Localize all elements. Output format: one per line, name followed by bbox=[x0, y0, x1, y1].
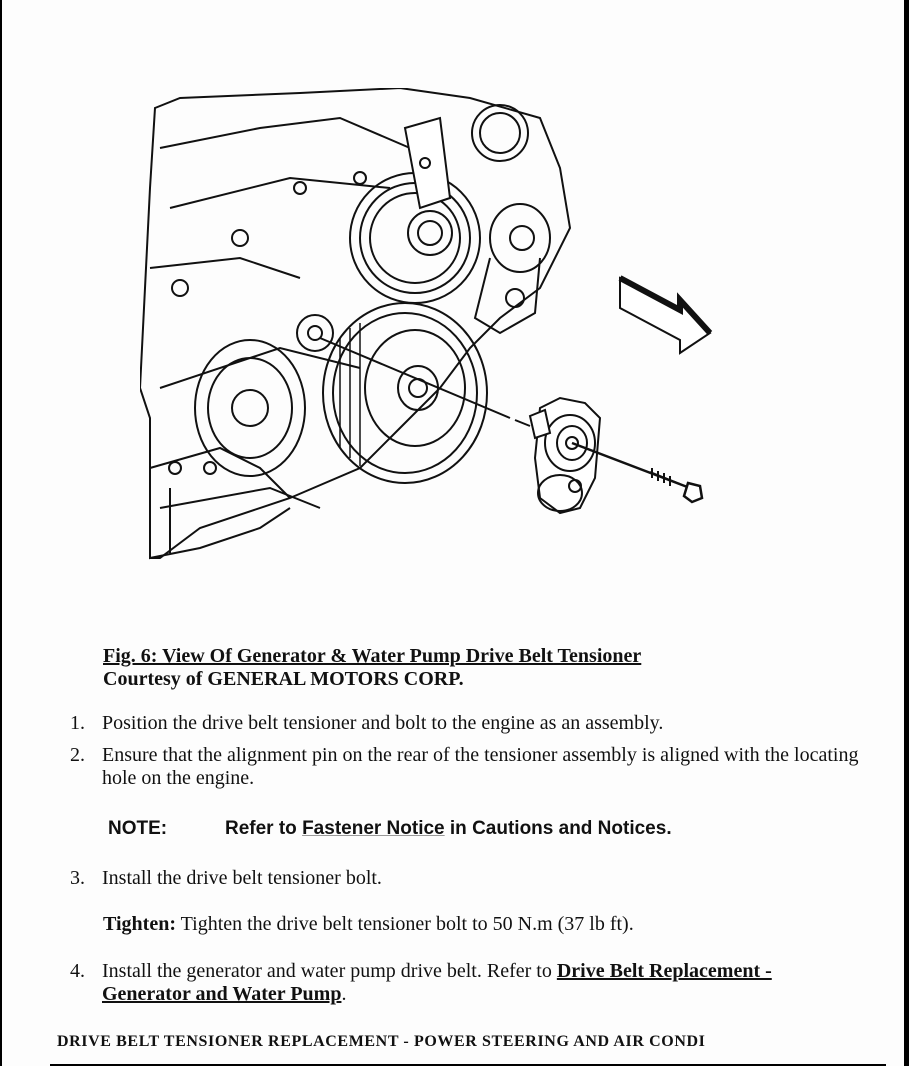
step-item bbox=[70, 744, 862, 790]
step-item bbox=[70, 960, 862, 1006]
drive-belt-replacement-link[interactable]: Drive Belt Replacement - Generator and Water Pump bbox=[102, 960, 772, 1005]
step-number: 1. bbox=[70, 712, 85, 734]
step-item bbox=[70, 712, 862, 735]
page-border-left bbox=[0, 0, 2, 1066]
step-item bbox=[70, 867, 862, 890]
page-border-right bbox=[904, 0, 909, 1066]
step-text: Install the drive belt tensioner bolt. bbox=[102, 867, 382, 889]
engine-illustration bbox=[140, 88, 730, 568]
step-text: Ensure that the alignment pin on the rear of the tensioner assembly is aligned with the locating hole on the engine. bbox=[102, 744, 859, 789]
step-text: Position the drive belt tensioner and bolt to the engine as an assembly. bbox=[102, 712, 664, 734]
step-number: 3. bbox=[70, 867, 85, 889]
figure-title: Fig. 6: View Of Generator & Water Pump Drive Belt Tensioner bbox=[103, 645, 642, 667]
note-text-end: in Cautions and Notices. bbox=[444, 818, 672, 839]
step-number: 4. bbox=[70, 960, 85, 982]
figure-caption bbox=[103, 645, 641, 691]
note-box bbox=[108, 818, 672, 840]
tighten-text: Tighten the drive belt tensioner bolt to 50 N.m (37 lb ft). bbox=[175, 913, 634, 935]
tighten-spec bbox=[103, 913, 634, 936]
section-title: DRIVE BELT TENSIONER REPLACEMENT - POWER STEERING AND AIR CONDI bbox=[57, 1033, 706, 1050]
step-number: 2. bbox=[70, 744, 85, 766]
step-text: Install the generator and water pump drive belt. Refer to bbox=[102, 960, 557, 982]
note-text: Refer to bbox=[225, 818, 303, 839]
note-label: NOTE: bbox=[108, 818, 168, 839]
fastener-notice-link[interactable]: Fastener Notice bbox=[302, 818, 445, 839]
figure-courtesy: Courtesy of GENERAL MOTORS CORP. bbox=[103, 668, 464, 690]
tighten-label: Tighten: bbox=[103, 913, 176, 935]
step-text-end: . bbox=[341, 983, 347, 1005]
